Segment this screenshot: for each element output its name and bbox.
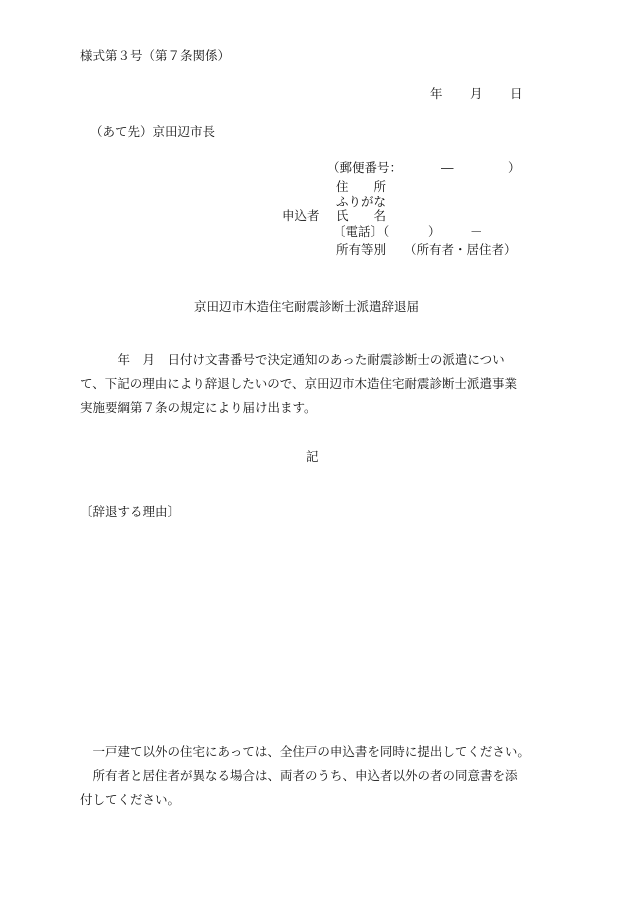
note-line-2: 所有者と居住者が異なる場合は、両者のうち、申込者以外の者の同意書を添 xyxy=(80,768,518,783)
body-paragraph xyxy=(80,348,550,420)
body-line-3: 実施要綱第７条の規定により届け出ます。 xyxy=(80,400,317,415)
phone-dash: － xyxy=(470,224,483,239)
body-line-2: て、下記の理由により辞退したいので、京田辺市木造住宅耐震診断士派遣事業 xyxy=(80,376,518,391)
document-title: 京田辺市木造住宅耐震診断士派遣辞退届 xyxy=(194,299,420,314)
ownership-label: 所有等別 xyxy=(336,242,387,257)
phone-close: ） xyxy=(428,224,441,239)
postal-dash: ― xyxy=(441,160,454,175)
form-number: 様式第３号（第７条関係） xyxy=(80,48,231,63)
postal-label: （郵便番号： xyxy=(327,160,403,175)
name-label: 氏 名 xyxy=(336,208,387,223)
address-label: 住 所 xyxy=(336,179,387,194)
reason-label: 〔辞退する理由〕 xyxy=(80,504,181,519)
note-line-1: 一戸建て以外の住宅にあっては、全住戸の申込書を同時に提出してください。 xyxy=(80,744,530,759)
addressee: （あて先）京田辺市長 xyxy=(90,124,216,139)
ki-label: 記 xyxy=(306,449,319,464)
note-line-3: 付してください。 xyxy=(80,792,181,807)
notes xyxy=(80,740,550,812)
date-year: 年 xyxy=(430,86,443,101)
applicant-label: 申込者 xyxy=(282,208,320,223)
date-day: 日 xyxy=(510,86,523,101)
date-month: 月 xyxy=(470,86,483,101)
postal-close: ） xyxy=(508,160,521,175)
furigana-label: ふりがな xyxy=(336,194,387,209)
body-line-1: 年 月 日付け文書番号で決定通知のあった耐震診断士の派遣につい xyxy=(80,352,505,367)
phone-open: 〔電話〕（ xyxy=(333,224,390,239)
ownership-options: （所有者・居住者） xyxy=(404,242,517,257)
